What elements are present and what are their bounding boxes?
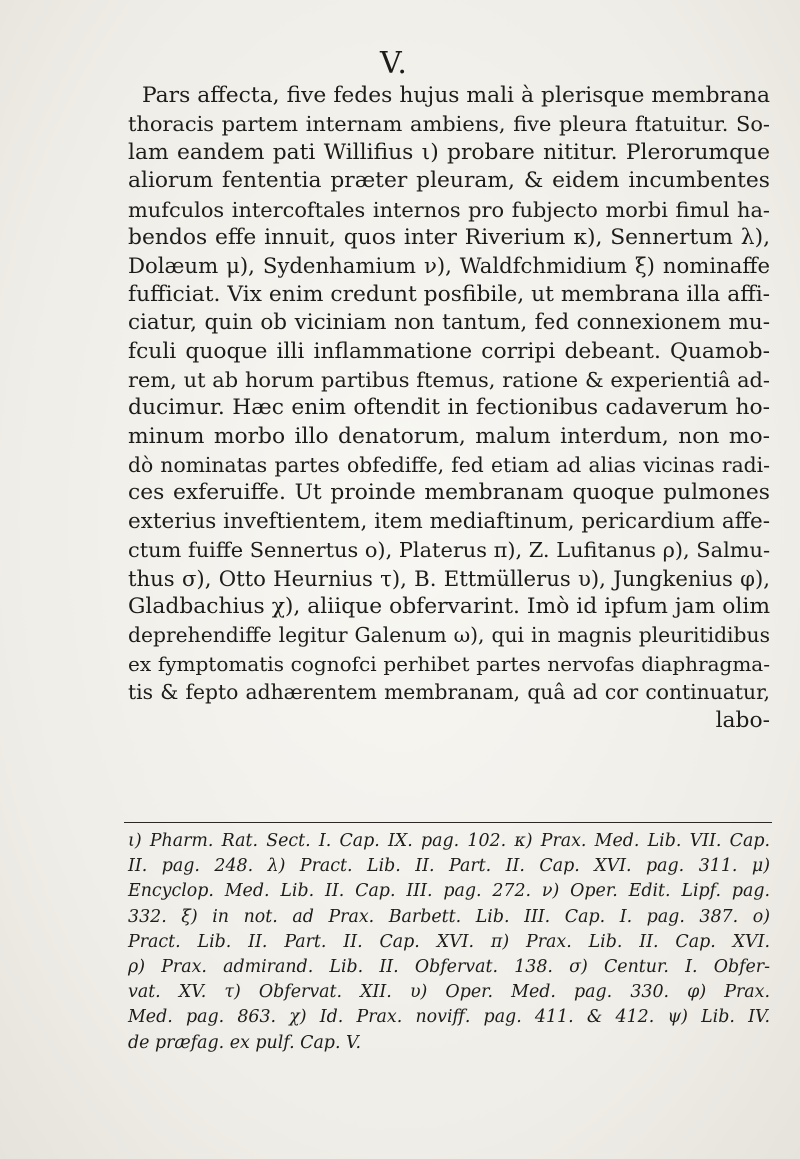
text-line: fufficiat. Vix enim credunt posfibile, ut membrana illa affi- [128, 281, 771, 307]
footnote-divider [124, 822, 772, 823]
footnotes [128, 829, 770, 1056]
text-line: thoracis partem internam ambiens, five pleura ftatuitur. So- [128, 112, 770, 137]
footnote-line: de præfag. ex pulf. Cap. V. [128, 1032, 362, 1053]
text-line: Gladbachius χ), aliique obfervarint. Imò id ipfum jam olim [128, 594, 770, 620]
text-line: dò nominatas partes obfediffe, fed etiam ad alias vicinas radi- [128, 453, 770, 478]
catchword: labo- [715, 707, 770, 733]
text-line: exterius inveftientem, item mediaftinum, pericardium affe- [128, 508, 770, 534]
text-line: ctum fuiffe Sennertus ο), Platerus π), Z. Lufitanus ρ), Salmu- [128, 538, 771, 563]
text-line: ces exferuiffe. Ut proinde membranam quoque pulmones [128, 480, 770, 506]
text-line: deprehendiffe legitur Galenum ω), qui in magnis pleuritidibus [128, 623, 770, 648]
footnote-line: II. pag. 248. λ) Pract. Lib. II. Part. II. Cap. XVI. pag. 311. μ) [128, 856, 770, 877]
footnote-line: vat. XV. τ) Obfervat. XII. υ) Oper. Med. pag. 330. φ) Prax. [128, 982, 770, 1003]
text-line: fculi quoque illi inflammatione corripi debeant. Quamob- [128, 338, 770, 364]
text-line: Pars affecta, five fedes hujus mali à plerisque membrana [142, 83, 770, 108]
text-line: mufculos intercoftales internos pro fubjecto morbi fimul ha- [128, 197, 770, 222]
footnote-line: 332. ξ) in not. ad Prax. Barbett. Lib. III. Cap. I. pag. 387. ο) [128, 906, 770, 927]
signature-mark: V. [380, 46, 408, 81]
text-line: lam eandem pati Willifius ι) probare nititur. Plerorumque [128, 139, 770, 165]
text-line: tis & fepto adhærentem membranam, quâ ad cor continuatur, [128, 680, 770, 705]
text-line: rem, ut ab horum partibus ftemus, ratione & experientiâ ad- [128, 367, 770, 392]
text-line: aliorum fententia præter pleuram, & eidem incumbentes [128, 168, 770, 194]
footnote-line: Pract. Lib. II. Part. II. Cap. XVI. π) Prax. Lib. II. Cap. XVI. [128, 931, 770, 952]
footnote-line: ι) Pharm. Rat. Sect. I. Cap. IX. pag. 102. κ) Prax. Med. Lib. VII. Cap. [128, 831, 770, 851]
text-line: Dolæum μ), Sydenhamium ν), Waldfchmidium ξ) nominaffe [128, 253, 770, 279]
footnote-line: Encyclop. Med. Lib. II. Cap. III. pag. 272. ν) Oper. Edit. Lipf. pag. [128, 881, 770, 902]
text-line: minum morbo illo denatorum, malum interdum, non mo- [128, 423, 770, 449]
text-line: bendos effe innuit, quos inter Riverium κ), Sennertum λ), [128, 224, 770, 250]
footnote-line: ρ) Prax. admirand. Lib. II. Obfervat. 138. σ) Centur. I. Obfer- [128, 956, 770, 977]
text-line: thus σ), Otto Heurnius τ), B. Ettmüllerus υ), Jungkenius φ), [128, 565, 770, 591]
text-line: ex fymptomatis cognofci perhibet partes nervofas diaphragma- [128, 651, 770, 676]
footnote-line: Med. pag. 863. χ) Id. Prax. noviff. pag. 411. & 412. ψ) Lib. IV. [128, 1007, 770, 1028]
text-line: ducimur. Hæc enim oftendit in fectionibus cadaverum ho- [128, 395, 770, 421]
text-line: ciatur, quin ob viciniam non tantum, fed connexionem mu- [128, 310, 770, 336]
main-text [128, 82, 770, 735]
